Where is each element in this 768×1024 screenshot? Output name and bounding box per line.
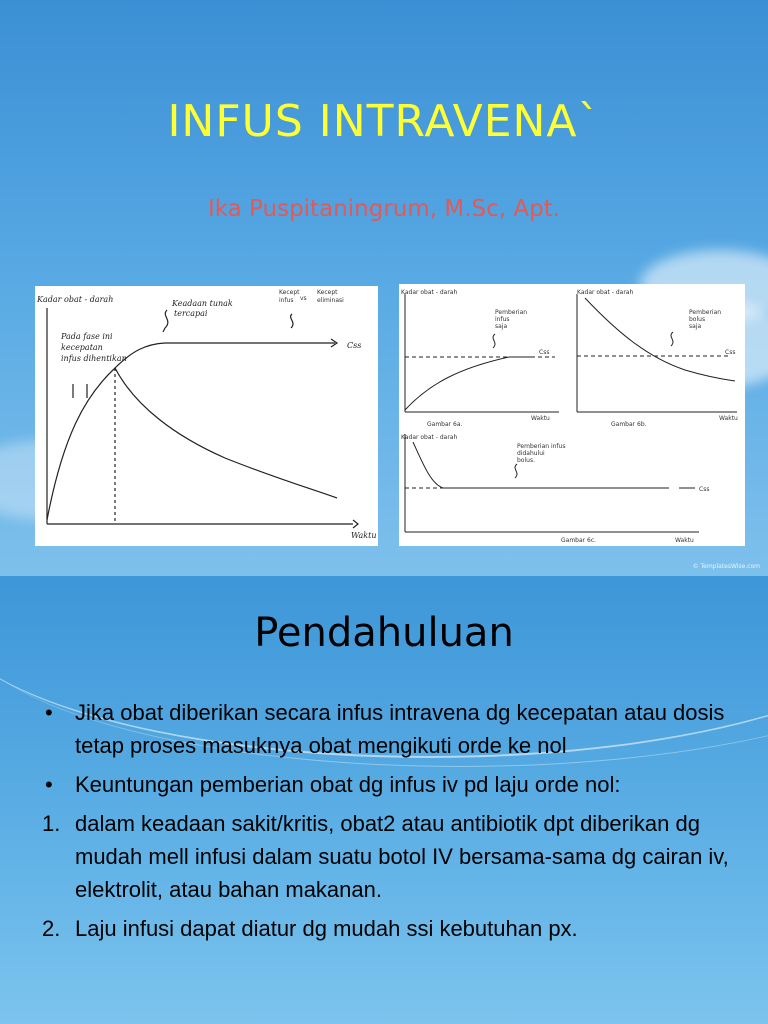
panel-b-y-label: Kadar obat - darah xyxy=(577,289,634,296)
panel-b-note: Pemberian xyxy=(689,309,722,316)
panel-c-note: bolus. xyxy=(517,457,535,464)
panel-c-note: Pemberian infus xyxy=(517,443,566,450)
infusion-comparison-figure xyxy=(399,284,745,546)
number-marker: 1. xyxy=(42,811,61,836)
infusion-graph-left xyxy=(35,286,378,546)
panel-c-x-label: Waktu xyxy=(675,537,694,544)
panel-c-y-label: Kadar obat - darah xyxy=(401,434,458,441)
panel-a-y-label: Kadar obat - darah xyxy=(401,289,458,296)
squiggle-arrow xyxy=(671,332,673,346)
y-axis-label: Kadar obat - darah xyxy=(37,295,114,304)
panel-a-note: infus xyxy=(495,316,510,323)
slide-title: Pendahuluan xyxy=(254,610,514,656)
rate-note-line: Kecept xyxy=(317,289,338,296)
panel-a-note: Pemberian xyxy=(495,309,528,316)
number-marker: 2. xyxy=(42,916,61,941)
rate-note-line: vs xyxy=(300,295,307,302)
panel-a-css-label: Css xyxy=(539,349,550,356)
template-credit: © TemplatesWise.com xyxy=(692,563,760,570)
panel-b-css-label: Css xyxy=(725,349,736,356)
steady-note-line: tercapai xyxy=(174,309,208,318)
slide-title: INFUS INTRAVENA` xyxy=(167,96,601,147)
list-item-text: Jika obat diberikan secara infus intravena dg kecepatan atau dosis tetap proses masuknya obat mengikuti orde ke nol xyxy=(75,700,725,758)
rate-note-line: Kecept xyxy=(279,289,300,296)
infusion-curve-figure xyxy=(35,286,378,546)
panel-c-css-label: Css xyxy=(699,486,710,493)
phase-note-line: kecepatan xyxy=(61,343,103,352)
squiggle-arrow xyxy=(163,310,168,332)
bullet-marker: • xyxy=(45,772,53,797)
infusion-graph-right xyxy=(399,284,745,546)
infusion-rise-curve xyxy=(47,343,335,520)
panel-b-x-label: Waktu xyxy=(719,415,738,422)
slide-2 xyxy=(0,576,768,1024)
panel-a-x-label: Waktu xyxy=(531,415,550,422)
phase-note-line: Pada fase ini xyxy=(61,332,113,341)
list-item xyxy=(42,768,742,801)
list-item xyxy=(42,912,742,945)
squiggle-arrow xyxy=(291,314,293,328)
rate-note-line: infus xyxy=(279,297,294,304)
panel-a-curve xyxy=(405,357,531,410)
list-item-text: Laju infusi dapat diatur dg mudah ssi kebutuhan px. xyxy=(75,916,578,941)
squiggle-arrow xyxy=(493,334,495,348)
list-item-text: Keuntungan pemberian obat dg infus iv pd laju orde nol: xyxy=(75,772,621,797)
panel-c-caption: Gambar 6c. xyxy=(561,537,597,544)
list-item xyxy=(42,807,742,906)
panel-a-caption: Gambar 6a. xyxy=(427,421,463,428)
x-axis-label: Waktu xyxy=(351,531,377,540)
panel-b-note: bolus xyxy=(689,316,706,323)
css-label: Css xyxy=(347,341,362,350)
elimination-curve xyxy=(115,368,337,498)
steady-note-line: Keadaan tunak xyxy=(172,299,233,308)
bullet-marker: • xyxy=(45,700,53,725)
list-item-text: dalam keadaan sakit/kritis, obat2 atau antibiotik dpt diberikan dg mudah mell infusi dalam suatu botol IV bersama-sama dg cairan iv, elektrolit, atau bahan makanan. xyxy=(75,811,729,902)
panel-a-note: saja xyxy=(495,323,508,330)
list-item xyxy=(42,696,742,762)
panel-b-caption: Gambar 6b. xyxy=(611,421,647,428)
panel-c-note: didahului xyxy=(517,450,545,457)
rate-note-line: eliminasi xyxy=(317,297,344,304)
slide-content xyxy=(42,696,742,951)
panel-b-note: saja xyxy=(689,323,702,330)
phase-note-line: infus dihentikan xyxy=(61,354,127,363)
slide-subtitle: Ika Puspitaningrum, M.Sc, Apt. xyxy=(207,196,561,222)
squiggle-arrow xyxy=(515,464,517,478)
x-axis-arrow xyxy=(353,520,358,528)
